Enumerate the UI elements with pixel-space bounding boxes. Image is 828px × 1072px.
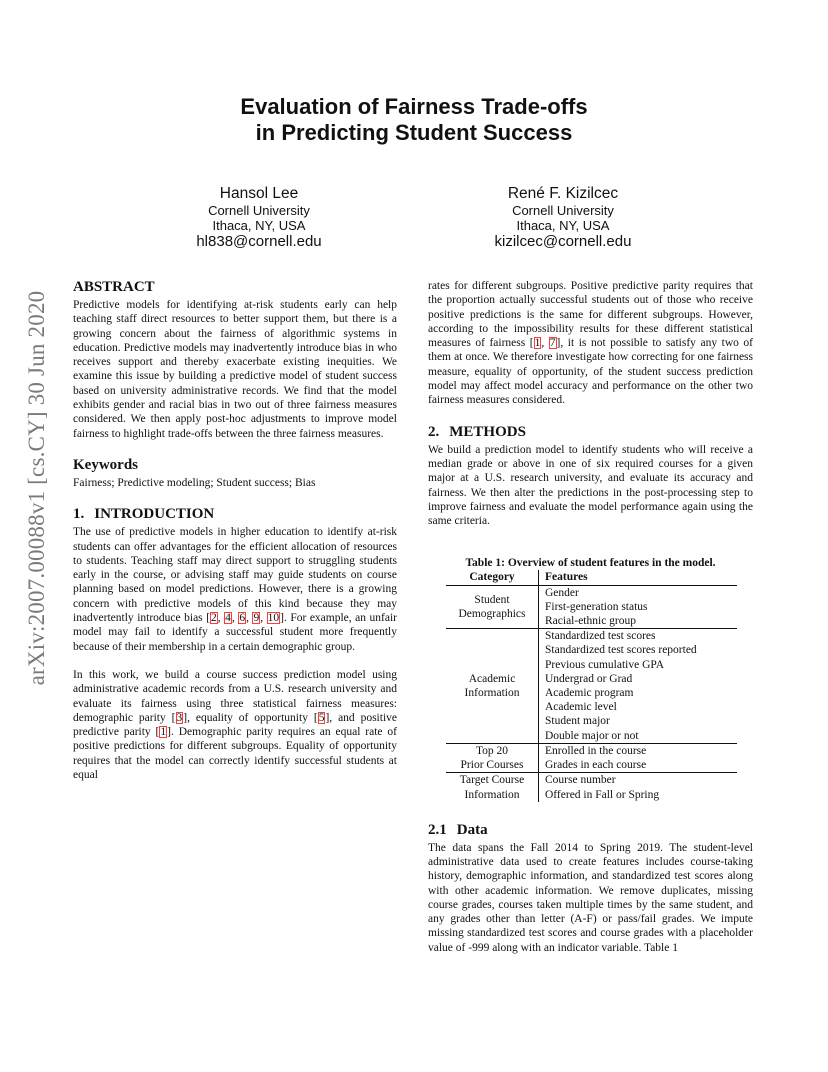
table-1 [428, 556, 753, 801]
arxiv-stamp-text: arXiv:2007.00088v1 [cs.CY] 30 Jun 2020 [24, 290, 49, 686]
feature-item: Enrolled in the course [545, 744, 647, 757]
citation-link[interactable]: 7 [549, 337, 556, 350]
table-row [446, 743, 737, 772]
table-row [446, 773, 737, 802]
citation-link[interactable]: 2 [211, 612, 217, 625]
keywords-heading: Keywords [73, 456, 138, 473]
author-affiliation: Cornell University [208, 203, 310, 218]
table-row [446, 629, 737, 744]
section-number: 1. [73, 506, 85, 523]
section-title: Data [456, 821, 488, 838]
features-cell [539, 585, 738, 629]
author-email[interactable]: hl838@cornell.edu [196, 233, 322, 250]
paper-title [0, 94, 828, 146]
intro-paragraph-1: The use of predictive models in higher education to identify at-risk students can offer advantages for the efficient allocation of resources to students. Teaching staff may direct support to struggling students early in the course, or advising staff may guide students on course planning based on model predictions. However, there is a growing concern with predictive models of this kind because they may inadvertently introduce bias [2, 4, 6, 9, 10]. For example, an unfair model may fail to identify a successful student more frequently because of their membership in a certain demographic group. [73, 526, 397, 653]
category-line: Top 20 [475, 744, 509, 757]
text-run: , and positive predictive parity [73, 711, 397, 739]
feature-item: Double major or not [545, 729, 639, 742]
feature-item: Gender [545, 586, 579, 599]
category-line: Demographics [458, 607, 526, 620]
table-header-cell: Category [446, 570, 539, 585]
text-run: The use of predictive models in higher education to identify at-risk students can offer advantages for the efficient allocation of resources to students. Teaching staff may direct support to struggling students early in the course, or advising staff may guide students on course planning based on model predictions. However, there is a growing concern with predictive models of this kind because they may inadvertently introduce bias [73, 526, 397, 625]
feature-item: Previous cumulative GPA [545, 658, 665, 671]
citation-link[interactable]: 5 [318, 711, 325, 724]
abstract-heading: ABSTRACT [73, 279, 155, 295]
intro-paragraph-2-continued: rates for different subgroups. Positive predictive parity requires that the proportion actually successful students out of those who receive positive predictions is the same for different subgroups. However, according to the impossibility results for these different statistical measures of fairness [1, 7], it is not possible to satisfy any two of them at once. We therefore investigate how correcting for one fairness measure, equality of opportunity, of the student success prediction model may affect model accuracy and performance on the other two fairness measures considered. [428, 280, 753, 407]
author-block [129, 184, 389, 251]
data-text: The data spans the Fall 2014 to Spring 2019. The student-level administrative data used to create features includes course-taking history, demographic information, and standardized test scores along with other academic information. We remove duplicates, missing course grades, courses taken multiple times by the same student, and any grades other than letter (A-F) or pass/fail grades. We impute missing standardized test scores and course grades with a placeholder value of -999 along with an indicator variable. Table 1 [428, 841, 753, 954]
category-line: Information [464, 687, 520, 700]
category-cell [446, 773, 539, 802]
feature-item: Academic program [545, 687, 634, 700]
citation-link[interactable]: 6 [239, 612, 246, 625]
category-cell [446, 585, 539, 629]
table-header-row [446, 570, 737, 585]
author-name: René F. Kizilcec [507, 185, 619, 202]
section-title: INTRODUCTION [94, 506, 215, 523]
author-block [433, 184, 693, 251]
intro-paragraph-2: In this work, we build a course success prediction model using administrative academic records from a U.S. research university and evaluate its fairness using three statistical fairness measures: demographic parity [3], equality of opportunity [5], and positive predictive parity [1]. Demographic parity requires an equal rate of positive predictions for different subgroups. Equality of opportunity requires that the model can correctly identify successful students at equal [73, 668, 397, 782]
feature-item: Student major [545, 715, 610, 728]
section-number: 2. [428, 423, 440, 440]
feature-item: Grades in each course [545, 759, 647, 772]
author-email[interactable]: kizilcec@cornell.edu [494, 233, 632, 250]
left-column [73, 279, 397, 782]
citation-link[interactable]: 1 [534, 337, 541, 350]
abstract-text: Predictive models for identifying at-risk students early can help teaching staff direct resources to better support them, but there is a growing concern about the fairness of algorithmic systems in education. Predictive models may inadvertently introduce bias in who receives support and thereby exacerbate existing inequities. We examine this issue by building a predictive model of student success based on university administrative records. We find that the model exhibits gender and racial bias in two out of three fairness measures considered. We then apply post-hoc adjustments to improve model fairness to highlight trade-offs between the three fairness measures. [73, 299, 397, 440]
table-caption: Table 1: Overview of student features in the model. [465, 557, 716, 570]
author-location: Ithaca, NY, USA [516, 218, 610, 233]
paper-title-line-1: Evaluation of Fairness Trade-offs [240, 94, 588, 119]
text-run: , equality of opportunity [187, 711, 314, 724]
features-table [446, 570, 737, 801]
citation-link[interactable]: 4 [225, 612, 231, 625]
category-line: Target Course [459, 774, 525, 787]
citation-link[interactable]: 10 [267, 612, 280, 625]
feature-item: First-generation status [545, 600, 648, 613]
feature-item: Academic level [545, 701, 617, 714]
citation-link[interactable]: 1 [160, 726, 167, 739]
category-cell [446, 743, 539, 772]
text-run: In this work, we build a course success prediction model using administrative academic records from a U.S. research university and evaluate its fairness using three statistical fairness measures: demographic parity [73, 668, 397, 724]
citation-link[interactable]: 9 [253, 612, 260, 625]
feature-item: Course number [545, 774, 616, 787]
keywords-text: Fairness; Predictive modeling; Student success; Bias [73, 476, 316, 489]
feature-item: Standardized test scores reported [545, 644, 697, 657]
text-run: . For example, an unfair model may fail to identify a successful student more frequently because of their membership in a certain demographic group. [73, 612, 397, 653]
features-cell [539, 629, 738, 744]
section-title: METHODS [449, 423, 526, 440]
category-line: Information [464, 788, 520, 801]
citation-link[interactable]: 3 [176, 711, 183, 724]
features-cell [539, 773, 738, 802]
author-location: Ithaca, NY, USA [212, 218, 306, 233]
introduction-heading [73, 506, 397, 523]
table-header-cell: Features [539, 570, 738, 585]
category-line: Academic [468, 672, 516, 685]
category-line: Student [474, 593, 510, 606]
feature-item: Standardized test scores [545, 630, 656, 643]
methods-text: We build a prediction model to identify students who will receive a median grade or above in one of six required courses for a given major at a U.S. research university, and evaluate its accuracy and fairness. We then alter the predictions in the post-processing step to improve fairness and evaluate the model performance again using the same criteria. [428, 443, 753, 528]
author-affiliation: Cornell University [512, 203, 614, 218]
feature-item: Undergrad or Grad [545, 672, 633, 685]
section-number: 2.1 [428, 821, 447, 838]
arxiv-stamp [16, 290, 58, 686]
text-run: rates for different subgroups. Positive predictive parity requires that the proportion actually successful students out of those who receive positive predictions is the same for different subgroups. However, according to the impossibility results for these different statistical measures of fairness [428, 280, 753, 350]
feature-item: Offered in Fall or Spring [545, 788, 660, 801]
text-run: . Demographic parity requires an equal rate of positive predictions for different subgroups. Equality of opportunity requires that the model can correctly identify successful students at equal [73, 726, 397, 782]
feature-item: Racial-ethnic group [545, 615, 637, 628]
author-name: Hansol Lee [219, 185, 299, 202]
text-run: , it is not possible to satisfy any two of them at once. We therefore investigate how correcting for one fairness measure, equality of opportunity, of the student success prediction model may affect model accuracy and performance on the other two fairness measures considered. [428, 337, 753, 407]
methods-heading [428, 424, 753, 441]
data-subsection-heading [428, 822, 753, 839]
category-cell [446, 629, 539, 744]
paper-title-line-2: in Predicting Student Success [255, 120, 573, 145]
features-cell [539, 743, 738, 772]
category-line: Prior Courses [460, 759, 524, 772]
right-column [428, 279, 753, 955]
table-row [446, 585, 737, 629]
